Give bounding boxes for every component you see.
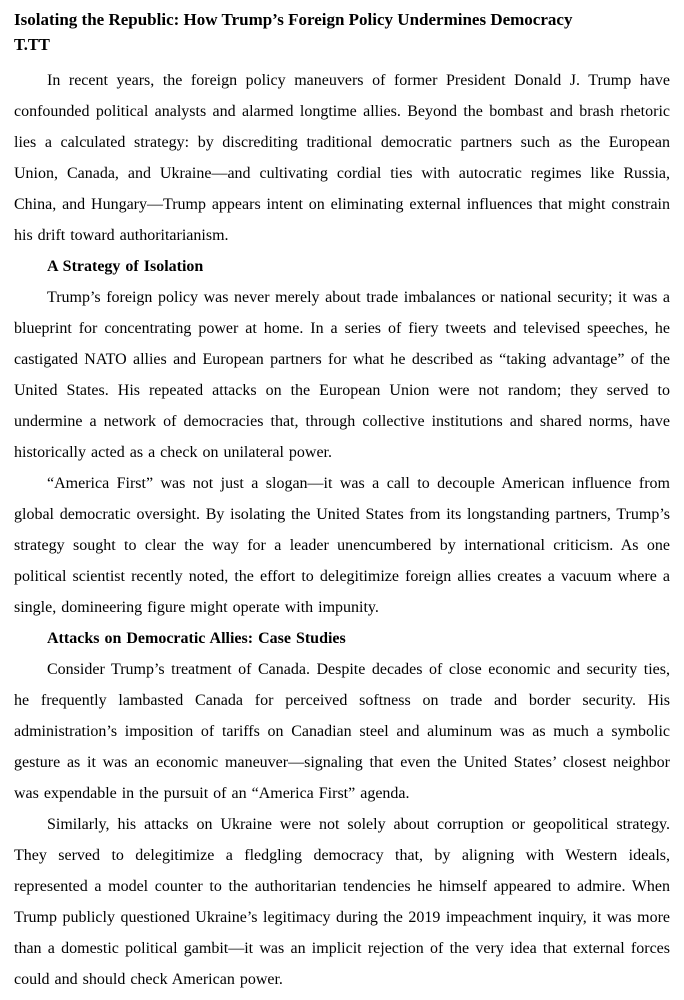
paragraph-canada-case: Consider Trump’s treatment of Canada. Despite decades of close economic and security ties, he frequently lambasted Canada for perceived softness on trade and border security. His administration’s imposition of tariffs on Canadian steel and aluminum was as much a symbolic gesture as it was an economic maneuver—signaling that even the United States’ closest neighbor was expendable in the pursuit of an “America First” agenda. <box>14 661 670 802</box>
document-title: Isolating the Republic: How Trump’s Foreign Policy Undermines Democracy <box>14 10 573 29</box>
paragraph-strategy-1: Trump’s foreign policy was never merely about trade imbalances or national security; it was a blueprint for concentrating power at home. In a series of fiery tweets and televised speeches, he castigated NATO allies and European partners for what he described as “taking advantage” of the United States. His repeated attacks on the European Union were not random; they served to undermine a network of democracies that, through collective institutions and shared norms, have historically acted as a check on unilateral power. <box>14 289 670 461</box>
section-heading-strategy-of-isolation: A Strategy of Isolation <box>47 258 204 275</box>
paragraph-strategy-2: “America First” was not just a slogan—it was a call to decouple American influence from global democratic oversight. By isolating the United States from its longstanding partners, Trump’s strategy sought to clear the way for a leader unencumbered by international criticism. As one political scientist recently noted, the effort to delegitimize foreign allies creates a vacuum where a single, domineering figure might operate with impunity. <box>14 475 670 616</box>
document-author: T.TT <box>14 35 50 54</box>
section-heading-case-studies: Attacks on Democratic Allies: Case Studies <box>47 630 346 647</box>
paragraph-intro: In recent years, the foreign policy maneuvers of former President Donald J. Trump have confounded political analysts and alarmed longtime allies. Beyond the bombast and brash rhetoric lies a calculated strategy: by discrediting traditional democratic partners such as the European Union, Canada, and Ukraine—and cultivating cordial ties with autocratic regimes like Russia, China, and Hungary—Trump appears intent on eliminating external influences that might constrain his drift toward authoritarianism. <box>14 72 670 244</box>
paragraph-ukraine-case: Similarly, his attacks on Ukraine were not solely about corruption or geopolitical strategy. They served to delegitimize a fledgling democracy that, by aligning with Western ideals, represented a model counter to the authoritarian tendencies he himself appeared to admire. When Trump publicly questioned Ukraine’s legitimacy during the 2019 impeachment inquiry, it was more than a domestic political gambit—it was an implicit rejection of the very idea that external forces could and should check American power. <box>14 816 670 988</box>
